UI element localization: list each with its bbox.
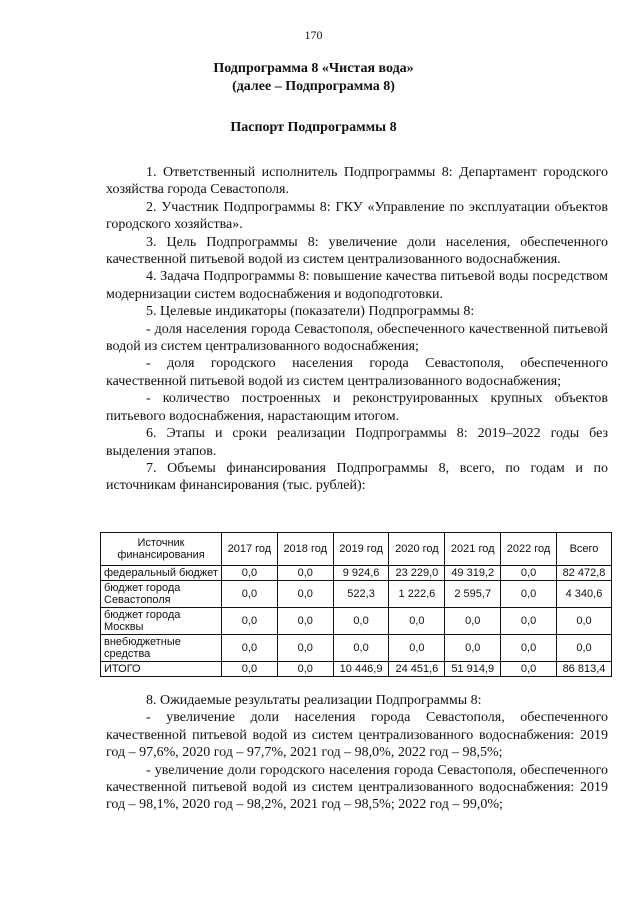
indicator-item: - доля населения города Севастополя, обеспеченного качественной питьевой водой из систем централизованного водоснабжения; <box>106 321 608 355</box>
table-cell: 0,0 <box>277 635 333 662</box>
table-cell: 0,0 <box>501 581 557 608</box>
table-cell: 0,0 <box>222 581 278 608</box>
subprogram-title-line2: (далее – Подпрограмма 8) <box>232 79 395 94</box>
table-cell: 9 924,6 <box>333 566 389 581</box>
column-header: 2022 год <box>501 533 557 566</box>
table-cell-total: 0,0 <box>556 635 611 662</box>
paragraph-task: 4. Задача Подпрограммы 8: повышение качества питьевой воды посредством модернизации систем водоснабжения и водоподготовки. <box>106 269 608 302</box>
column-header-total: Всего <box>556 533 611 566</box>
table-cell: 1 222,6 <box>389 581 445 608</box>
table-cell: 0,0 <box>222 635 278 662</box>
table-cell: 0,0 <box>277 662 333 677</box>
table-cell: 0,0 <box>389 635 445 662</box>
column-header: 2019 год <box>333 533 389 566</box>
table-cell: 10 446,9 <box>333 662 389 677</box>
paragraph-indicators: 5. Целевые индикаторы (показатели) Подпрограммы 8: <box>146 304 475 320</box>
paragraph-funding: 7. Объемы финансирования Подпрограммы 8, всего, по годам и по источникам финансирования (тыс. рублей): <box>106 460 608 494</box>
expected-results <box>106 692 608 814</box>
result-item: - увеличение доли населения города Севастополя, обеспеченного качественной питьевой водой из систем централизованного водоснабжения: 2019 год – 97,6%, 2020 год – 97,7%, 2021 год – 98,0%, 2022 год – 98,5%; <box>106 710 608 761</box>
table-cell: 23 229,0 <box>389 566 445 581</box>
passport-heading: Паспорт Подпрограммы 8 <box>230 120 397 135</box>
table-cell-source: внебюджетные средства <box>101 635 222 662</box>
paragraph-stages: 6. Этапы и сроки реализации Подпрограммы 8: 2019–2022 годы без выделения этапов. <box>106 426 608 459</box>
column-header: 2017 год <box>222 533 278 566</box>
table-row <box>101 581 612 608</box>
result-item: - увеличение доли городского населения города Севастополя, обеспеченного качественной питьевой водой из систем централизованного водоснабжения: 2019 год – 98,1%, 2020 год – 98,2%, 2021 год – 98,5%; 2022 год – 99,0%; <box>106 762 608 813</box>
funding-table <box>100 532 612 677</box>
table-cell: 0,0 <box>222 608 278 635</box>
table-cell: 0,0 <box>445 608 501 635</box>
table-cell: 0,0 <box>277 566 333 581</box>
column-header-source: Источник финансирования <box>101 533 222 566</box>
table-cell: 0,0 <box>445 635 501 662</box>
table-cell: 0,0 <box>501 566 557 581</box>
paragraph-goal: 3. Цель Подпрограммы 8: увеличение доли населения, обеспеченного качественной питьевой водой из систем централизованного водоснабжения. <box>106 234 608 268</box>
paragraph-responsible: 1. Ответственный исполнитель Подпрограммы 8: Департамент городского хозяйства города Севастополя. <box>106 165 608 198</box>
column-header: 2020 год <box>389 533 445 566</box>
table-row <box>101 608 612 635</box>
table-cell-total: 4 340,6 <box>556 581 611 608</box>
table-cell: 0,0 <box>501 608 557 635</box>
table-cell: 0,0 <box>333 635 389 662</box>
table-cell: 0,0 <box>501 635 557 662</box>
table-cell: 0,0 <box>501 662 557 677</box>
table-row <box>101 635 612 662</box>
table-cell-total: 86 813,4 <box>556 662 611 677</box>
table-cell-source: бюджет города Севастополя <box>101 581 222 608</box>
table-cell: 0,0 <box>277 608 333 635</box>
table-cell-total: 0,0 <box>556 608 611 635</box>
table-cell: 0,0 <box>277 581 333 608</box>
subprogram-title-line1: Подпрограмма 8 «Чистая вода» <box>213 61 414 76</box>
indicator-item: - количество построенных и реконструированных крупных объектов питьевого водоснабжения, нарастающим итогом. <box>106 391 608 424</box>
table-cell: 0,0 <box>389 608 445 635</box>
table-cell: 522,3 <box>333 581 389 608</box>
table-cell-source: ИТОГО <box>101 662 222 677</box>
table-cell-total: 82 472,8 <box>556 566 611 581</box>
table-cell: 24 451,6 <box>389 662 445 677</box>
table-cell: 0,0 <box>333 608 389 635</box>
column-header: 2021 год <box>445 533 501 566</box>
table-cell: 51 914,9 <box>445 662 501 677</box>
table-cell: 49 319,2 <box>445 566 501 581</box>
table-header-row <box>101 533 612 566</box>
indicator-item: - доля городского населения города Севастополя, обеспеченного качественной питьевой водой из систем централизованного водоснабжения; <box>106 356 608 389</box>
passport-body <box>106 164 608 495</box>
table-cell-source: бюджет города Москвы <box>101 608 222 635</box>
table-cell: 2 595,7 <box>445 581 501 608</box>
results-heading: 8. Ожидаемые результаты реализации Подпрограммы 8: <box>146 693 482 708</box>
subprogram-title <box>0 60 627 96</box>
table-row <box>101 566 612 581</box>
page-number: 170 <box>304 28 323 42</box>
table-cell: 0,0 <box>222 566 278 581</box>
column-header: 2018 год <box>277 533 333 566</box>
table-cell-source: федеральный бюджет <box>101 566 222 581</box>
table-cell: 0,0 <box>222 662 278 677</box>
paragraph-participant: 2. Участник Подпрограммы 8: ГКУ «Управление по эксплуатации объектов городского хозяйства». <box>106 199 608 233</box>
table-row-total <box>101 662 612 677</box>
